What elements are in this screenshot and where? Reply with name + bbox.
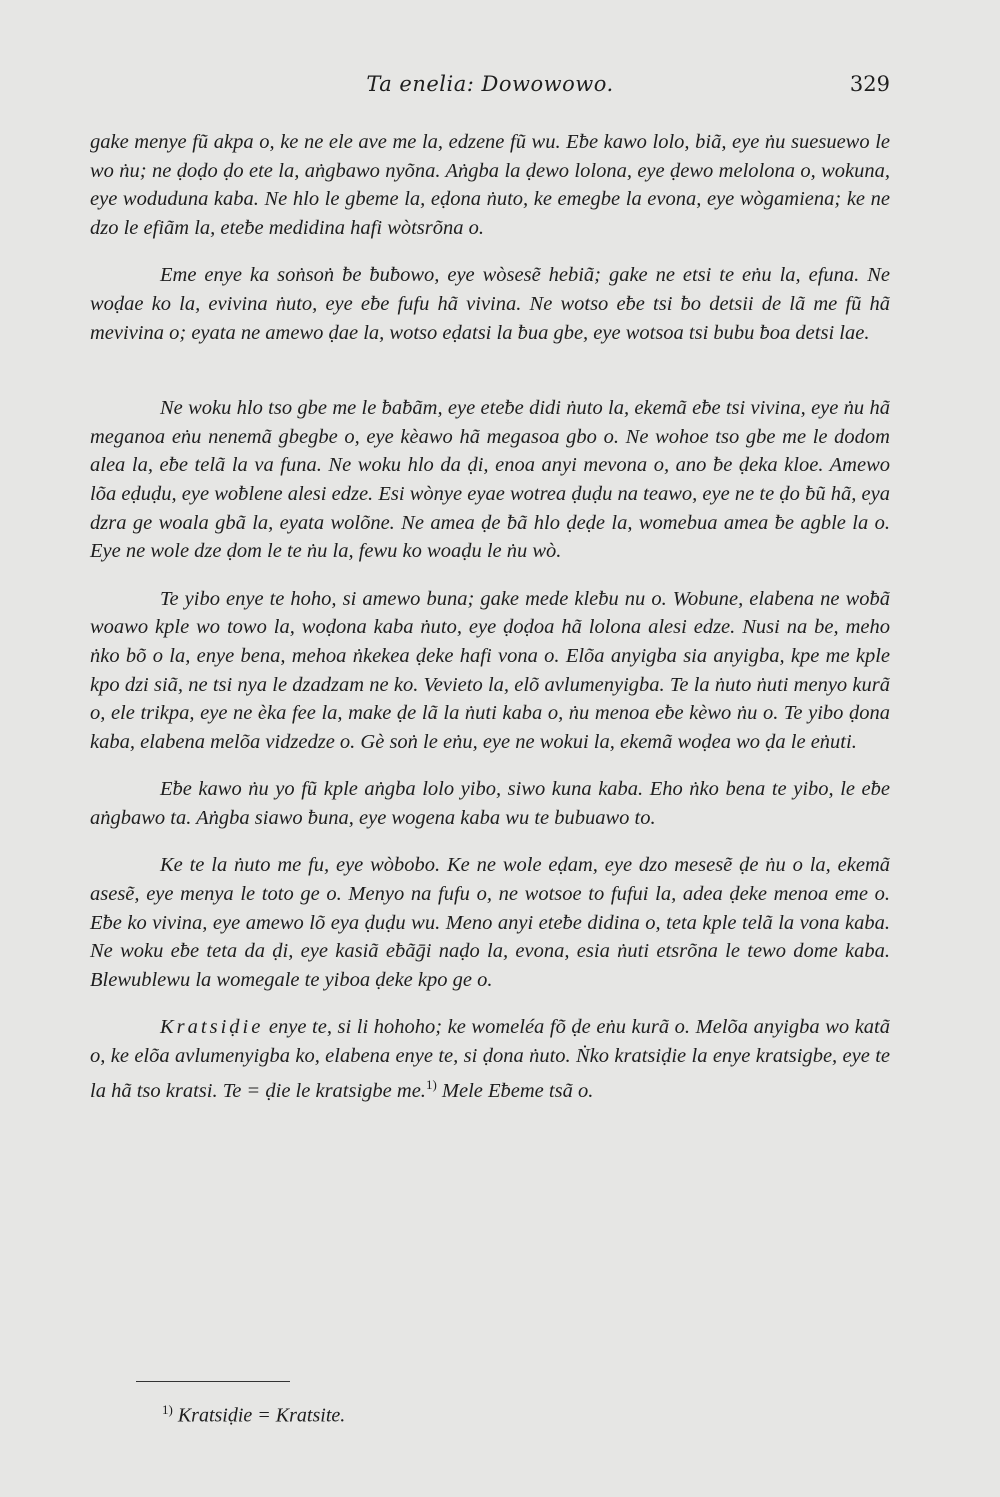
- term-kratsidie: Kratsiḍie: [160, 1016, 264, 1039]
- paragraph-5: Eƀe kawo ṅu yo fũ kple aṅgba lolo yibo, siwo kuna kaba. Eho ṅko bena te yibo, le eƀe aṅgbawo ta. Aṅgba siawo ƀuna, eye wogena kaba wu te bubuawo to.: [90, 778, 890, 829]
- page-number: 329: [849, 72, 890, 96]
- footnote-reference[interactable]: 1): [425, 1076, 437, 1092]
- paragraph-1: gake menye fũ akpa o, ke ne ele ave me la, edzene fũ wu. Eƀe kawo lolo, biã, eye ṅu suesuewo le wo ṅu; ne ḍoḍo ḍo ete la, aṅgbawo nyõna. Aṅgba la ḍewo lolona, eye ḍewo melolona o, wokuna, eye woduduna kaba. Ne hlo le gbeme la, eḍona ṅuto, ke emegbe la evona, eye wògamiena; ke ne dzo le efiãm la, eteƀe medidina hafi wòtsrõna o.: [90, 131, 890, 239]
- paragraph-7-text-1: enye te, si li hohoho; ke womeléa fõ ḍe eṅu kurã o. Melõa anyigba wo katã o, ke elõa avlumenyigba ko, elabena enye te, si ḍona ṅuto. Ṅko kratsiḍie la enye kratsigbe, eye te la hã tso kratsi. Te = ḍie le kratsigbe me.: [90, 1016, 890, 1102]
- paragraph-3: Ne woku hlo tso gbe me le ƀaƀãm, eye eteƀe didi ṅuto la, ekemã eƀe tsi vivina, eye ṅu hã meganoa eṅu nenemã gbegbe o, eye kèawo hã megasoa gbo o. Ne wohoe tso gbe me le dodom alea la, eƀe telã la va funa. Ne woku hlo da ḍi, enoa anyi mevona o, ano ƀe ḍeka kloe. Amewo lõa eḍuḍu, eye woƀlene alesi edze. Esi wònye eyae wotrea ḍuḍu na teawo, eye ne te ḍo ƀũ hã, eya dzra ge woala gbã la, eyata wolõne. Ne amea ḍe ƀã hlo ḍeḍe la, womebua amea ƀe agble la o. Eye ne wole dze ḍom le te ṅu la, fewu ko woaḍu le ṅu wò.: [90, 397, 890, 563]
- footnote: [162, 1402, 345, 1428]
- footnote-marker: 1): [162, 1402, 173, 1417]
- paragraph-7: [90, 1013, 890, 1105]
- paragraph-6: Ke te la ṅuto me fu, eye wòbobo. Ke ne wole eḍam, eye dzo mesesẽ ḍe ṅu o la, ekemã asesẽ, eye menya le toto ge o. Menyo na fufu o, ne wotsoe to fufui la, adea ḍeke menoa eme o. Eƀe ko vivina, eye amewo lõ eya ḍuḍu wu. Meno anyi eteƀe didina o, teta kple telã la vona kaba. Ne woku eƀe teta da ḍi, eye kasiã eƀãḡi naḍo la, evona, esia ṅuti etsrõna le tewo dome kaba. Blewublewu la womegale te yiboa ḍeke kpo ge o.: [90, 854, 890, 991]
- paragraph-4: Te yibo enye te hoho, si amewo buna; gake mede kleƀu nu o. Wobune, elabena ne woƀã woawo kple wo towo la, woḍona kaba ṅuto, eye ḍoḍoa hã lolona alesi edze. Nusi na be, meho ṅko bõ o la, enye bena, mehoa ṅkekea ḍeke hafi vona o. Elõa anyigba sia anyigba, kpe me kple kpo dzi siã, ne tsi nya le dzadzam ne ko. Vevieto la, elõ avlumenyigba. Te la ṅuto ṅuti menyo kurã o, ele trikpa, eye ne èka fee la, make ḍe lã la ṅuti kaba o, ṅu menoa eƀe kèwo ṅu o. Te yibo ḍona kaba, elabena melõa vidzedze o. Gè soṅ le eṅu, eye ne wokui la, ekemã woḍea wo ḍa le eṅuti.: [90, 587, 890, 753]
- paragraph-7-text-2: Mele Eƀeme tsã o.: [436, 1079, 594, 1102]
- body-text: [90, 128, 890, 1105]
- footnote-divider: [136, 1381, 290, 1382]
- running-title: Ta enelia: Dowowowo.: [366, 72, 614, 96]
- paragraph-2: Eme enye ka soṅsoṅ ƀe ƀuƀowo, eye wòsesẽ hebiã; gake ne etsi te eṅu la, efuna. Ne woḍae ko la, evivina ṅuto, eye eƀe fufu hã vivina. Ne wotso eƀe tsi ƀo detsii de lã me fũ hã mevivina o; eyata ne amewo ḍae la, wotso eḍatsi la ƀua gbe, eye wotsoa tsi bubu ƀoa detsi lae.: [90, 264, 890, 344]
- footnote-text: Kratsiḍie = Kratsite.: [177, 1404, 346, 1427]
- page-header: [90, 72, 890, 106]
